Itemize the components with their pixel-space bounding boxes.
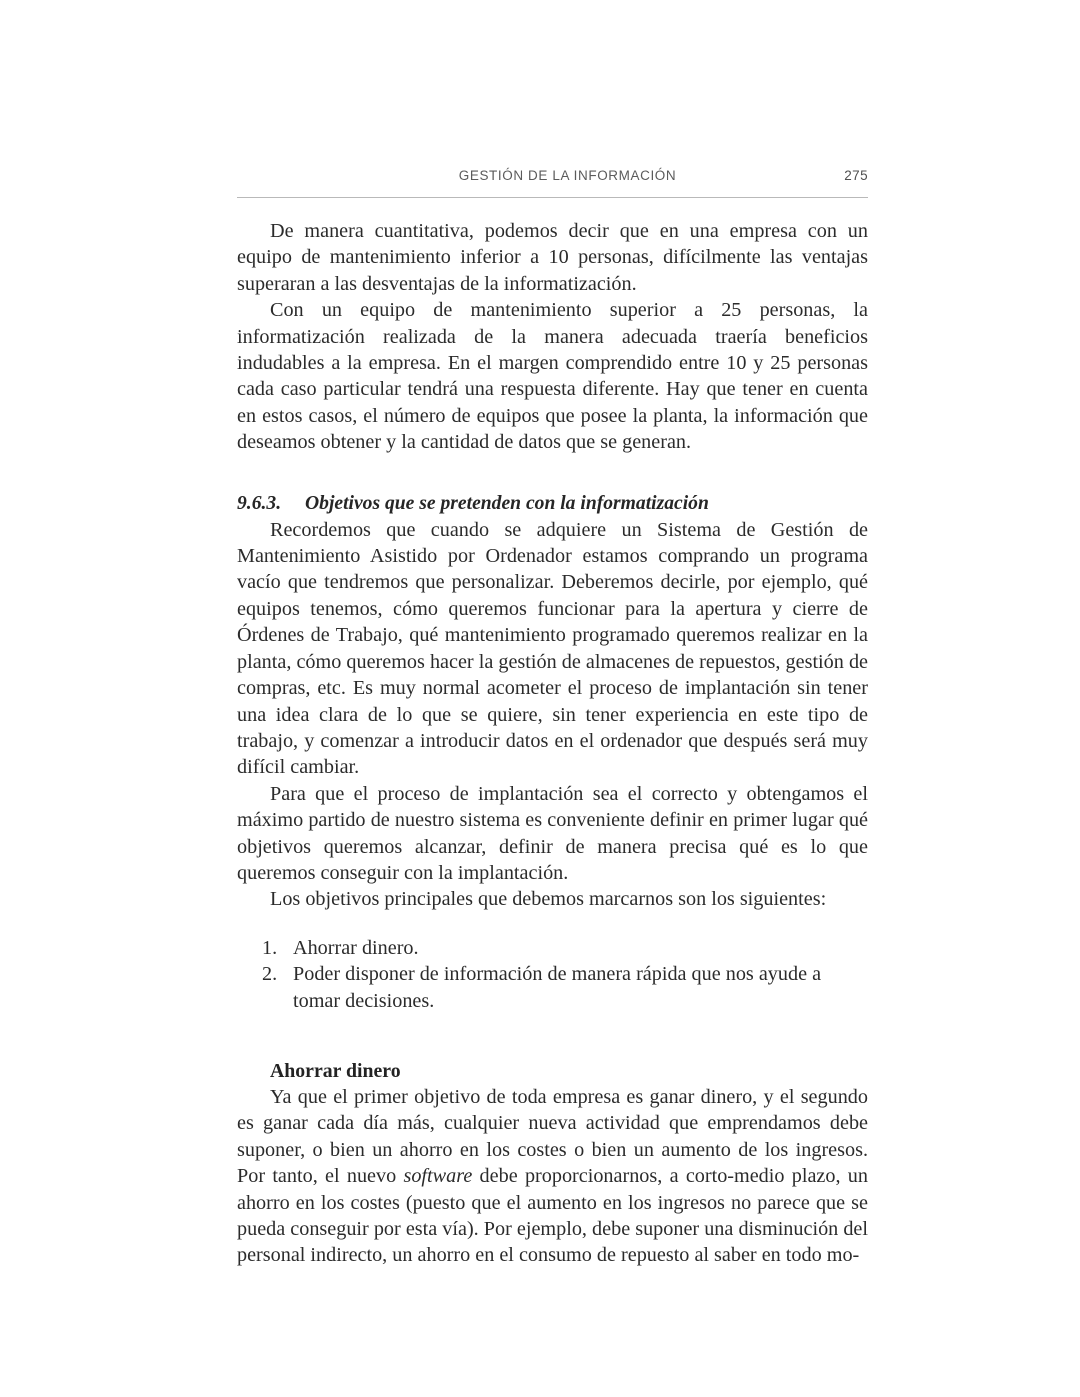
list-item-number: 2. (262, 963, 278, 986)
paragraph-equipo-superior: Con un equipo de mantenimiento superior a 25 personas, la informatización realizada de la manera adecuada traería beneficios indudables a la empresa. En el margen comprendido entre 10 y 25 personas cada caso particular tendrá una respuesta diferente. Hay que tener en cuenta en estos casos, el número de equipos que posee la planta, la información que deseamos obtener y la cantidad de datos que se generan. (237, 299, 868, 454)
paragraph-recordemos: Recordemos que cuando se adquiere un Sistema de Gestión de Mantenimiento Asistido por Ordenador estamos comprando un programa vacío que tendremos que personalizar. Deberemos decirle, por ejemplo, qué equipos tenemos, cómo queremos funcionar para la apertura y cierre de Órdenes de Trabajo, qué mantenimiento programado queremos realizar en la planta, cómo queremos hacer la gestión de almacenes de repuestos, gestión de compras, etc. Es muy normal acometer el proceso de implantación sin tener una idea clara de lo que se quiere, sin tener experiencia en este tipo de trabajo, y comenzar a introducir datos en el ordenador que después será muy difícil cambiar. (237, 518, 868, 779)
list-item (237, 961, 868, 1014)
subsection-heading: Ahorrar dinero (270, 1059, 401, 1082)
header-divider (237, 197, 868, 198)
list-item-text: Ahorrar dinero. (293, 936, 419, 959)
section-title: Objetivos que se pretenden con la informatización (305, 492, 709, 514)
emphasis-software: software (403, 1165, 473, 1188)
page-number: 275 (844, 168, 868, 183)
list-item (237, 935, 868, 961)
section-heading (237, 491, 868, 517)
section-number: 9.6.3. (237, 492, 282, 514)
paragraph-implantacion: Para que el proceso de implantación sea el correcto y obtengamos el máximo partido de nuestro sistema es conveniente definir en primer lugar qué objetivos queremos alcanzar, definir de manera precisa qué es lo que queremos conseguir con la implantación. (237, 782, 868, 884)
list-item-text: Poder disponer de información de manera rápida que nos ayude a tomar decisiones. (293, 963, 822, 1012)
objectives-list (237, 935, 868, 1014)
paragraph-lead-text: Ya que el primer objetivo de toda empresa es ganar dinero, y el segundo es ganar cada día más, cualquier nueva actividad que emprendamos debe suponer, o bien un ahorro en los costes o bien un aumento de los ingresos. Por tanto, el nuevo (237, 1085, 868, 1188)
paragraph-cuantitativa: De manera cuantitativa, podemos decir que en una empresa con un equipo de mantenimiento inferior a 10 personas, difícilmente las ventajas superaran a las desventajas de la informatización. (237, 220, 868, 295)
paragraph-ahorrar-dinero (237, 1084, 868, 1269)
paragraph-tail-text: debe proporcionarnos, a corto-medio plazo, un ahorro en los costes (puesto que el aumento en los ingresos no parece que se pueda conseguir por esta vía). Por ejemplo, debe suponer una disminución del personal indirecto, un ahorro en el consumo de repuesto al saber en todo mo- (237, 1165, 868, 1267)
page-content (237, 168, 868, 1269)
list-item-number: 1. (262, 936, 278, 959)
paragraph-objetivos-principales: Los objetivos principales que debemos marcarnos son los siguientes: (270, 888, 827, 911)
running-head-title: GESTIÓN DE LA INFORMACIÓN (458, 168, 677, 183)
intro-paragraphs (237, 218, 868, 456)
running-head (237, 168, 868, 192)
